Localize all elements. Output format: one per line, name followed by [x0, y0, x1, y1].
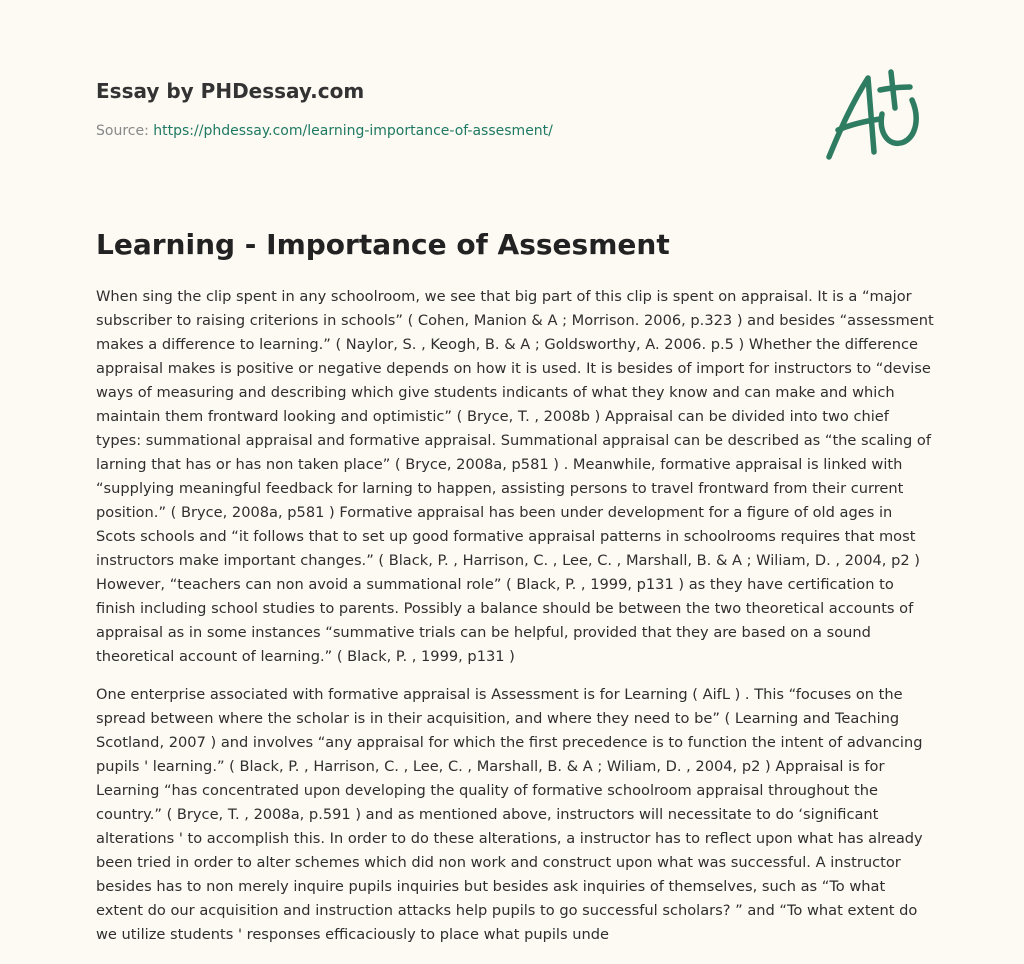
essay-header	[96, 78, 796, 140]
essay-title: Learning - Importance of Assesment	[96, 228, 670, 261]
essay-paragraph: When sing the clip spent in any schoolroom, we see that big part of this clip is spent on appraisal. It is a “major subscriber to raising criterions in schools” ( Cohen, Manion & A ; Morrison. 2006, p.323 ) and besides “assessment makes a difference to learning.” ( Naylor, S. , Keogh, B. & A ; Goldsworthy, A. 2006. p.5 ) Whether the difference appraisal makes is positive or negative depends on how it is used. It is besides of import for instructors to “devise ways of measuring and describing which give students indicants of what they know and can make and which maintain them frontward looking and optimistic” ( Bryce, T. , 2008b ) Appraisal can be divided into two chief types: summational appraisal and formative appraisal. Summational appraisal can be described as “the scaling of larning that has or has non taken place” ( Bryce, 2008a, p581 ) . Meanwhile, formative appraisal is linked with “supplying meaningful feedback for larning to happen, assisting persons to travel frontward from their current position.” ( Bryce, 2008a, p581 ) Formative appraisal has been under development for a figure of old ages in Scots schools and “it follows that to set up good formative appraisal patterns in schoolrooms requires that most instructors make important changes.” ( Black, P. , Harrison, C. , Lee, C. , Marshall, B. & A ; Wiliam, D. , 2004, p2 ) However, “teachers can non avoid a summational role” ( Black, P. , 1999, p131 ) as they have certification to finish including school studies to parents. Possibly a balance should be between the two theoretical accounts of appraisal as in some instances “summative trials can be helpful, provided that they are based on a sound theoretical account of learning.” ( Black, P. , 1999, p131 )	[96, 288, 934, 665]
a-plus-logo-svg	[822, 68, 930, 164]
essay-body	[96, 285, 936, 961]
source-line	[96, 122, 796, 140]
brand-title: Essay by PHDessay.com	[96, 79, 365, 103]
source-label: Source:	[96, 123, 154, 139]
essay-paragraph: One enterprise associated with formative appraisal is Assessment is for Learning ( AifL ) . This “focuses on the spread between where the scholar is in their acquisition, and where they need to be” ( Learning and Teaching Scotland, 2007 ) and involves “any appraisal for which the first precedence is to function the intent of advancing pupils ' learning.” ( Black, P. , Harrison, C. , Lee, C. , Marshall, B. & A ; Wiliam, D. , 2004, p2 ) Appraisal is for Learning “has concentrated upon developing the quality of formative schoolroom appraisal throughout the country.” ( Bryce, T. , 2008a, p.591 ) and as mentioned above, instructors will necessitate to do ‘significant alterations ' to accomplish this. In order to do these alterations, a instructor has to reflect upon what has already been tried in order to alter schemes which did non work and construct upon what was successful. A instructor besides has to non merely inquire pupils inquiries but besides ask inquiries of themselves, such as “To what extent do our acquisition and instruction attacks help pupils to go successful scholars? ” and “To what extent do we utilize students ' responses efficaciously to place what pupils unde	[96, 686, 923, 943]
a-plus-grade-icon	[822, 68, 930, 164]
source-link[interactable]: https://phdessay.com/learning-importance-of-assesment/	[153, 123, 553, 139]
